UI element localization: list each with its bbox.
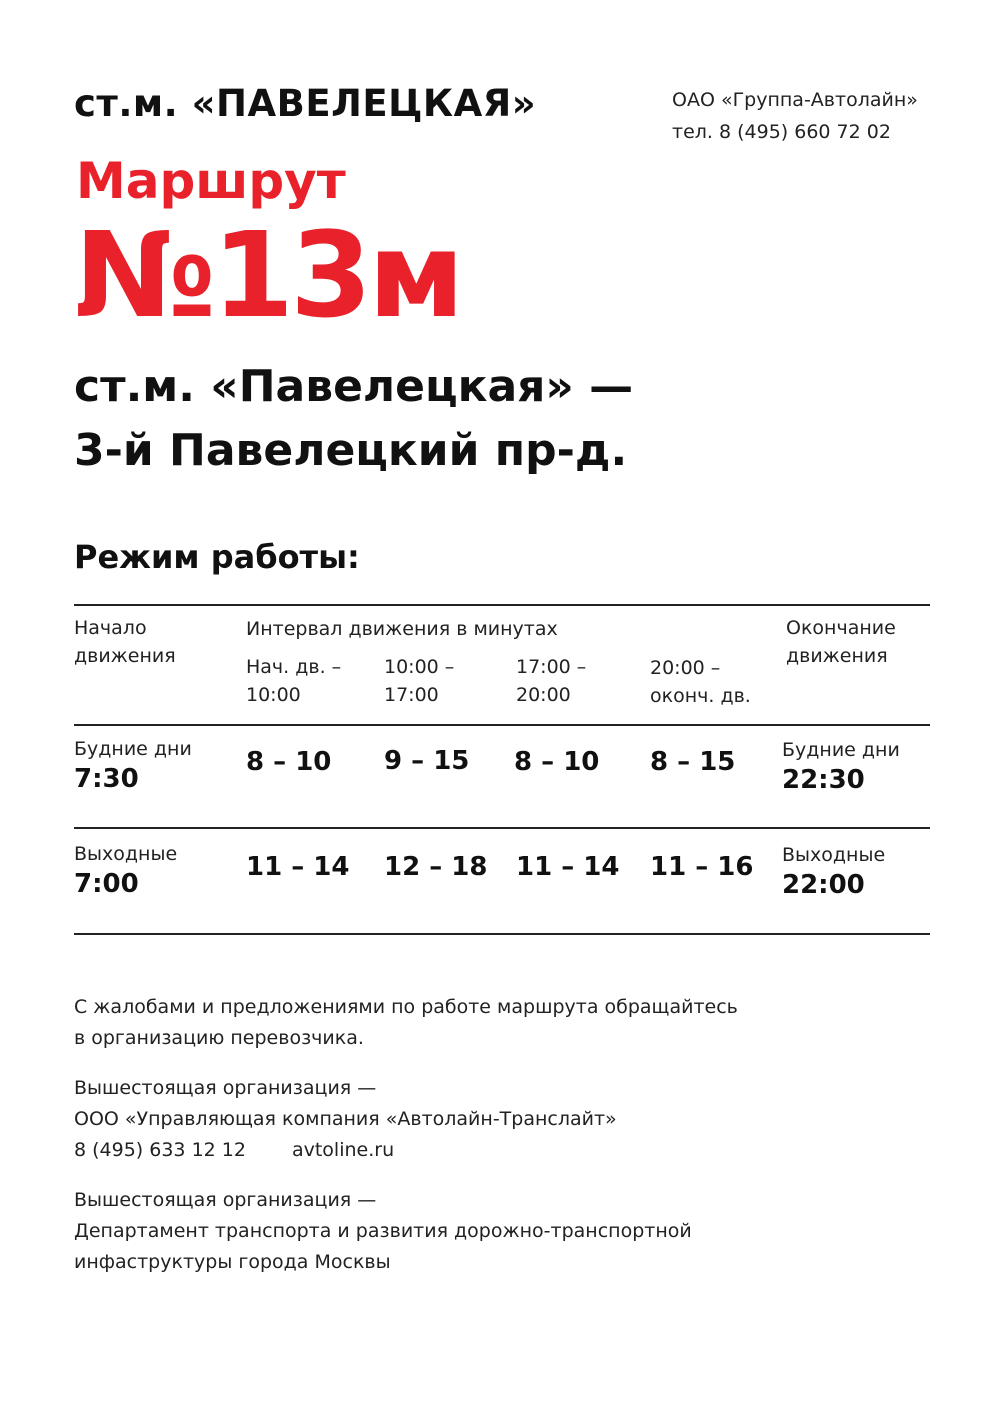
interval-col-3-line1: 17:00 – [516,656,587,678]
interval-col-2-line1: 10:00 – [384,656,455,678]
table-row-rule [74,827,930,829]
interval-col-3-line2: 20:00 [516,684,571,706]
col-start-line2: движения [74,645,176,667]
complaints-line2: в организацию перевозчика. [74,1027,364,1049]
weekend-interval-1: 11 – 14 [246,852,350,882]
weekend-end [782,842,885,902]
interval-col-4 [650,654,751,710]
route-path [74,355,633,483]
weekend-end-label: Выходные [782,844,886,866]
station-title: ст.м. «ПАВЕЛЕЦКАЯ» [74,82,537,125]
parent-org-1-line1: Вышестоящая организация — [74,1077,377,1099]
weekday-start-label: Будние дни [74,738,192,760]
operator-info [672,84,918,148]
parent-org-1-line2: ООО «Управляющая компания «Автолайн-Транслайт» [74,1108,617,1130]
parent-org-2-line2: Департамент транспорта и развития дорожно-транспортной [74,1220,692,1242]
weekday-interval-1: 8 – 10 [246,747,332,777]
weekend-start [74,841,177,901]
parent-org-2-line3: инфаструктуры города Москвы [74,1251,391,1273]
complaints-note [74,992,738,1054]
col-end-line1: Окончание [786,617,896,639]
weekend-interval-4: 11 – 16 [650,852,754,882]
table-bottom-rule [74,933,930,935]
weekday-end-time: 22:30 [782,765,865,795]
parent-org-2-line1: Вышестоящая организация — [74,1189,377,1211]
weekend-end-time: 22:00 [782,870,865,900]
route-word: Маршрут [76,152,346,210]
weekday-interval-3: 8 – 10 [514,747,600,777]
interval-col-1-line2: 10:00 [246,684,301,706]
weekday-end [782,737,900,797]
weekend-start-label: Выходные [74,843,178,865]
weekday-end-label: Будние дни [782,739,900,761]
table-header-rule [74,724,930,726]
complaints-line1: С жалобами и предложениями по работе маршрута обращайтесь [74,996,738,1018]
weekday-start-time: 7:30 [74,764,139,794]
weekday-start [74,736,192,796]
col-end-line2: движения [786,645,888,667]
weekday-interval-2: 9 – 15 [384,746,470,776]
interval-col-4-line2: оконч. дв. [650,685,751,707]
route-number: №13м [74,206,461,344]
interval-col-3 [516,653,586,709]
interval-col-2 [384,653,454,709]
parent-org-1 [74,1073,617,1166]
interval-col-2-line2: 17:00 [384,684,439,706]
col-end-header [786,614,896,670]
parent-org-1-contacts [74,1135,617,1166]
weekday-interval-4: 8 – 15 [650,747,736,777]
parent-org-2 [74,1185,692,1278]
interval-col-1-line1: Нач. дв. – [246,656,342,678]
col-start-line1: Начало [74,617,147,639]
col-start-header [74,614,176,670]
operator-phone: тел. 8 (495) 660 72 02 [672,121,891,143]
interval-col-4-line1: 20:00 – [650,657,721,679]
parent-org-1-phone: 8 (495) 633 12 12 [74,1139,246,1161]
operator-name: ОАО «Группа-Автолайн» [672,89,918,111]
weekend-interval-2: 12 – 18 [384,852,488,882]
parent-org-1-site[interactable]: avtoline.ru [291,1139,395,1161]
interval-header: Интервал движения в минутах [246,618,558,640]
route-path-line2: 3-й Павелецкий пр-д. [74,425,628,476]
interval-col-1 [246,653,341,709]
table-top-rule [74,604,930,606]
schedule-heading: Режим работы: [74,538,360,576]
route-path-line1: ст.м. «Павелецкая» — [74,361,634,412]
weekend-interval-3: 11 – 14 [516,852,620,882]
weekend-start-time: 7:00 [74,869,139,899]
